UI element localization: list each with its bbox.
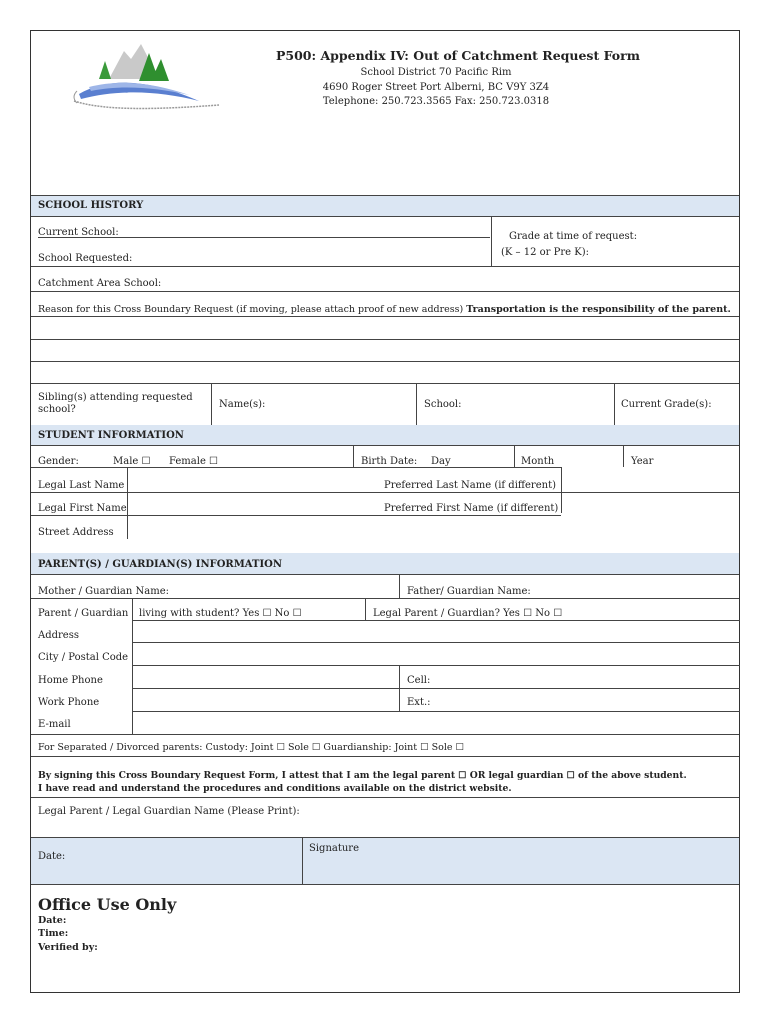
sibling-label: Sibling(s) attending requested: [38, 392, 193, 403]
office-verified-label: Verified by:: [38, 942, 98, 953]
email-label: E-mail: [38, 719, 71, 730]
mother-name-label: Mother / Guardian Name:: [38, 586, 169, 597]
gender-male-checkbox[interactable]: Male ☐: [113, 456, 151, 467]
birth-date-label: Birth Date:: [361, 456, 418, 467]
address-label: Address: [38, 630, 79, 641]
legal-first-name-label: Legal First Name: [38, 503, 127, 514]
gender-label: Gender:: [38, 456, 79, 467]
grade-hint-label: (K – 12 or Pre K):: [501, 247, 589, 258]
parent-info-heading: PARENT(S) / GUARDIAN(S) INFORMATION: [38, 559, 282, 570]
separated-parents-options[interactable]: For Separated / Divorced parents: Custody: Joint ☐ Sole ☐ Guardianship: Joint ☐ Sole ☐: [38, 742, 465, 753]
reason-label: Reason for this Cross Boundary Request (if moving, please attach proof of new address) Transportation is the responsibility of the parent.: [38, 304, 731, 315]
signature-label: Signature: [309, 843, 360, 854]
birth-day-label: Day: [431, 456, 451, 467]
form-page: [30, 30, 740, 993]
district-name: School District 70 Pacific Rim: [360, 67, 512, 78]
living-with-student[interactable]: living with student? Yes ☐ No ☐: [139, 608, 302, 619]
school-history-heading: SCHOOL HISTORY: [38, 200, 144, 211]
work-phone-label: Work Phone: [38, 697, 100, 708]
district-address: 4690 Roger Street Port Alberni, BC V9Y 3Z4: [322, 82, 550, 93]
preferred-first-name-field[interactable]: [562, 493, 740, 513]
print-name-label: Legal Parent / Legal Guardian Name (Please Print):: [38, 806, 300, 817]
birth-month-label: Month: [521, 456, 555, 467]
home-phone-field[interactable]: [133, 666, 399, 687]
attest-statement-2: I have read and understand the procedures and conditions available on the district website.: [38, 783, 512, 794]
date-label: Date:: [38, 851, 66, 862]
office-time-label: Time:: [38, 928, 69, 939]
sibling-label-cont: school?: [38, 404, 76, 415]
reason-line[interactable]: [31, 361, 739, 362]
district-phone: Telephone: 250.723.3565 Fax: 250.723.0318: [322, 96, 550, 107]
legal-parent-guardian[interactable]: Legal Parent / Guardian? Yes ☐ No ☐: [373, 608, 563, 619]
gender-female-checkbox[interactable]: Female ☐: [169, 456, 219, 467]
preferred-first-name-label: Preferred First Name (if different): [384, 503, 559, 514]
print-name-field[interactable]: [311, 798, 739, 836]
district-logo: [69, 39, 229, 114]
legal-last-name-field[interactable]: [128, 468, 375, 490]
preferred-last-name-label: Preferred Last Name (if different): [384, 480, 556, 491]
grade-at-request-label: Grade at time of request:: [509, 231, 638, 242]
office-use-heading: Office Use Only: [38, 895, 177, 914]
home-phone-label: Home Phone: [38, 675, 103, 686]
street-address-label: Street Address: [38, 527, 114, 538]
school-requested-label: School Requested:: [38, 253, 133, 264]
current-school-field[interactable]: [38, 237, 490, 238]
parent-address-field[interactable]: [133, 621, 740, 641]
office-date-label: Date:: [38, 915, 67, 926]
birth-year-label: Year: [631, 456, 654, 467]
signature-field[interactable]: [303, 838, 740, 884]
sibling-school-label: School:: [424, 399, 462, 410]
attest-statement: By signing this Cross Boundary Request Form, I attest that I am the legal parent ☐ OR legal guardian ☐ of the above student.: [38, 770, 687, 781]
date-field[interactable]: [81, 838, 301, 884]
preferred-last-name-field[interactable]: [562, 468, 740, 490]
catchment-school-label: Catchment Area School:: [38, 278, 162, 289]
legal-last-name-label: Legal Last Name: [38, 480, 125, 491]
cell-label: Cell:: [407, 675, 431, 686]
parent-guardian-label: Parent / Guardian: [38, 608, 129, 619]
legal-first-name-field[interactable]: [128, 493, 375, 513]
email-field[interactable]: [133, 712, 740, 733]
student-info-heading: STUDENT INFORMATION: [38, 430, 184, 441]
transport-note: Transportation is the responsibility of the parent.: [466, 304, 731, 315]
current-school-label: Current School:: [38, 227, 119, 238]
reason-line[interactable]: [31, 339, 739, 340]
sibling-names-label: Name(s):: [219, 399, 266, 410]
city-postal-label: City / Postal Code: [38, 652, 129, 663]
father-name-label: Father/ Guardian Name:: [407, 586, 531, 597]
ext-label: Ext.:: [407, 697, 431, 708]
city-postal-field[interactable]: [133, 643, 740, 664]
reason-line[interactable]: [31, 383, 739, 384]
street-address-field[interactable]: [128, 516, 740, 553]
form-title: P500: Appendix IV: Out of Catchment Request Form: [276, 48, 640, 63]
sibling-grade-label: Current Grade(s):: [621, 399, 712, 410]
tree-icon: [99, 61, 111, 79]
work-phone-field[interactable]: [133, 689, 399, 710]
